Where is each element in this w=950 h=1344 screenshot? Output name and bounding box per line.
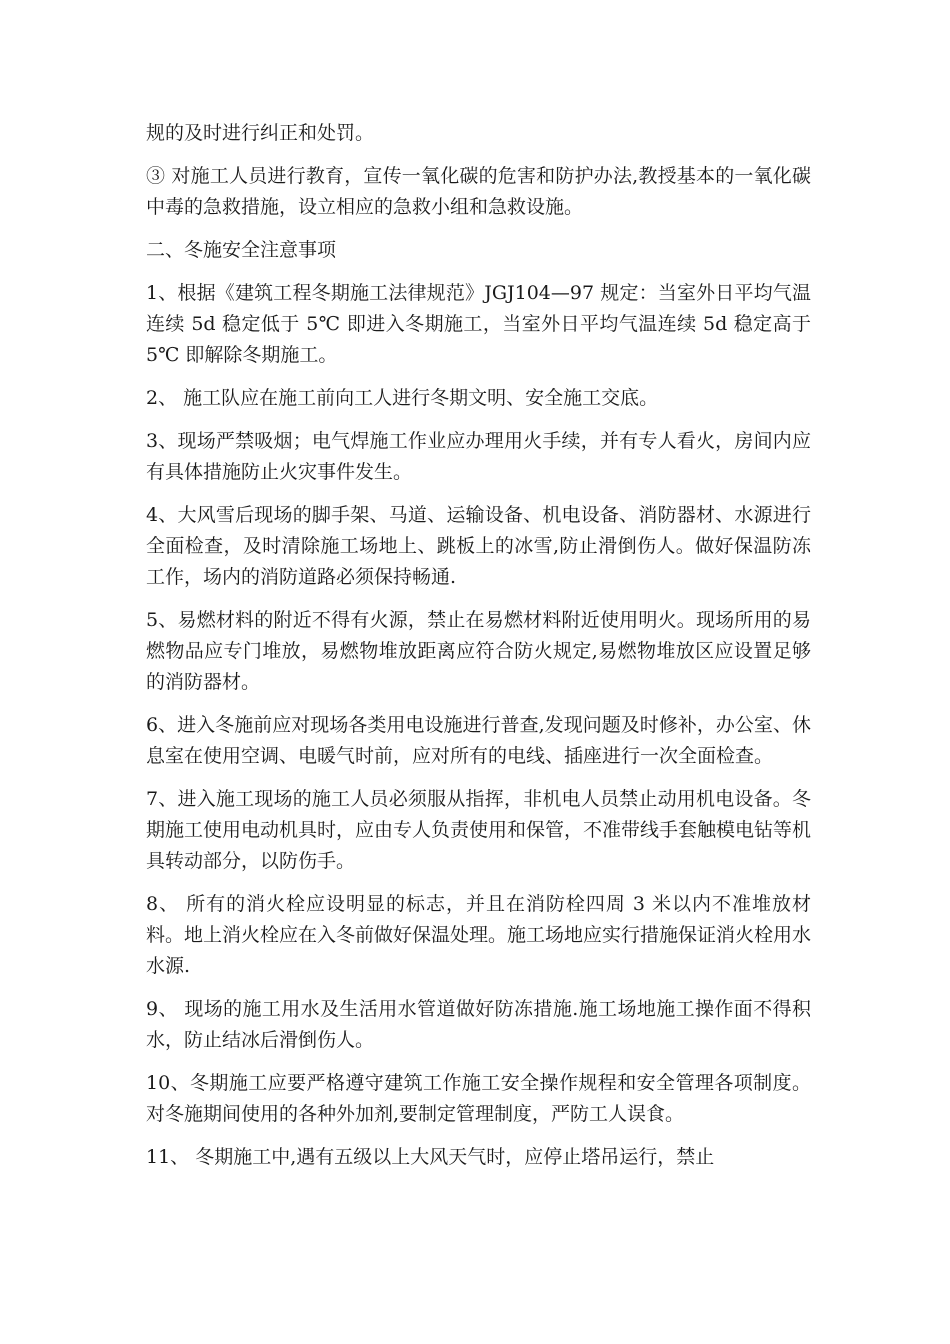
paragraph-rule-2: 2、 施工队应在施工前向工人进行冬期文明、安全施工交底。: [146, 387, 659, 409]
paragraph-rule-9: 9、 现场的施工用水及生活用水管道做好防冻措施.施工场地施工操作面不得积水，防止结冰后滑倒伤人。: [146, 998, 811, 1051]
paragraph-rule-7: 7、进入施工现场的施工人员必须服从指挥，非机电人员禁止动用机电设备。冬期施工使用电动机具时，应由专人负责使用和保管，不准带线手套触模电钻等机具转动部分，以防伤手。: [146, 788, 812, 872]
paragraph-item-3: ③ 对施工人员进行教育，宣传一氧化碳的危害和防护办法,教授基本的一氧化碳中毒的急救措施，设立相应的急救小组和急救设施。: [146, 165, 811, 218]
section-heading: 二、冬施安全注意事项: [146, 239, 337, 261]
paragraph-rule-10: 10、冬期施工应要严格遵守建筑工作施工安全操作规程和安全管理各项制度。对冬施期间使用的各种外加剂,要制定管理制度，严防工人误食。: [146, 1072, 811, 1125]
paragraph-rule-5: 5、易燃材料的附近不得有火源，禁止在易燃材料附近使用明火。现场所用的易燃物品应专门堆放，易燃物堆放距离应符合防火规定,易燃物堆放区应设置足够的消防器材。: [146, 609, 811, 693]
document-body: [146, 118, 811, 1185]
paragraph-rule-4: 4、大风雪后现场的脚手架、马道、运输设备、机电设备、消防器材、水源进行全面检查，及时清除施工场地上、跳板上的冰雪,防止滑倒伤人。做好保温防冻工作，场内的消防道路必须保持畅通.: [146, 504, 811, 588]
paragraph-rule-1: 1、根据《建筑工程冬期施工法律规范》JGJ104—97 规定：当室外日平均气温连续 5d 稳定低于 5℃ 即进入冬期施工，当室外日平均气温连续 5d 稳定高于 5℃ 即解除冬期施工。: [146, 282, 811, 366]
paragraph-rule-8: 8、 所有的消火栓应设明显的标志，并且在消防栓四周 3 米以内不准堆放材料。地上消火栓应在入冬前做好保温处理。施工场地应实行措施保证消火栓用水水源.: [146, 893, 812, 977]
paragraph-rule-11: 11、 冬期施工中,遇有五级以上大风天气时，应停止塔吊运行，禁止: [146, 1146, 715, 1168]
paragraph-rule-6: 6、进入冬施前应对现场各类用电设施进行普查,发现问题及时修补，办公室、休息室在使用空调、电暖气时前，应对所有的电线、插座进行一次全面检查。: [146, 714, 811, 767]
paragraph-rule-3: 3、现场严禁吸烟；电气焊施工作业应办理用火手续，并有专人看火，房间内应有具体措施防止火灾事件发生。: [146, 430, 811, 483]
paragraph-continuation: 规的及时进行纠正和处罚。: [146, 122, 375, 144]
